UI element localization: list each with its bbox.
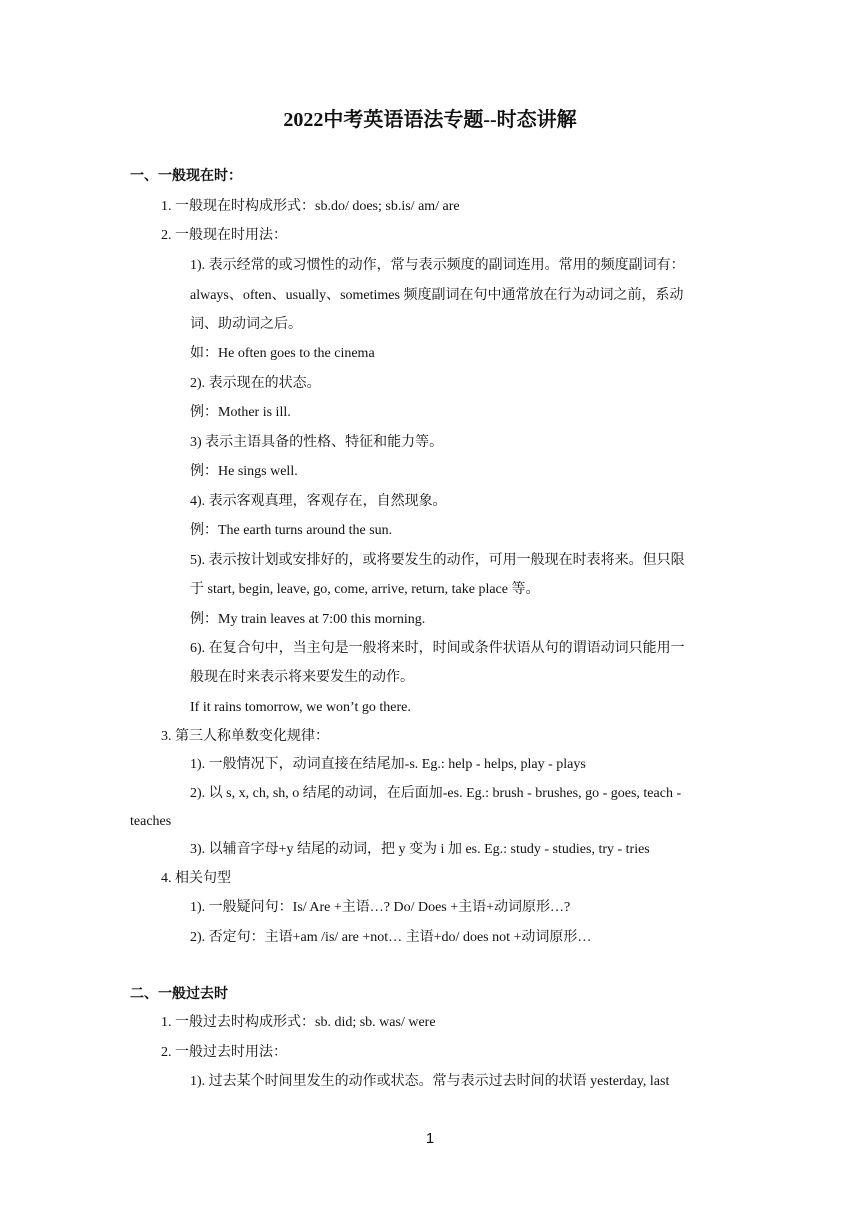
- list-item: 2. 一般现在时用法：: [161, 228, 287, 243]
- list-item: 2. 一般过去时用法：: [161, 1045, 287, 1060]
- paragraph-line: 3) 表示主语具备的性格、特征和能力等。: [190, 435, 444, 450]
- paragraph-line: 4). 表示客观真理，客观存在，自然现象。: [190, 494, 447, 509]
- example-line: 例：My train leaves at 7:00 this morning.: [190, 612, 426, 627]
- paragraph-line: teaches: [130, 814, 172, 829]
- paragraph-line: 2). 否定句：主语+am /is/ are +not… 主语+do/ does not +动词原形…: [190, 930, 592, 945]
- page-number: 1: [425, 1130, 435, 1147]
- example-line: If it rains tomorrow, we won’t go there.: [190, 700, 411, 715]
- paragraph-line: 2). 表示现在的状态。: [190, 376, 321, 391]
- section-heading-simple-past: 二、一般过去时: [130, 987, 228, 1002]
- paragraph-line: 1). 表示经常的或习惯性的动作，常与表示频度的副词连用。常用的频度副词有：: [190, 258, 685, 273]
- section-heading-simple-present: 一、一般现在时：: [130, 169, 242, 184]
- paragraph-line: 词、助动词之后。: [190, 317, 302, 332]
- paragraph-line: 5). 表示按计划或安排好的，或将要发生的动作，可用一般现在时表将来。但只限: [190, 553, 685, 568]
- paragraph-line: always、often、usually、sometimes 频度副词在句中通常放在行为动词之前，系动: [190, 288, 684, 303]
- paragraph-line: 6). 在复合句中，当主句是一般将来时，时间或条件状语从句的谓语动词只能用一: [190, 641, 685, 656]
- paragraph-line: 1). 一般情况下，动词直接在结尾加-s. Eg.: help - helps, play - plays: [190, 757, 586, 772]
- document-title: 2022中考英语语法专题--时态讲解: [283, 109, 577, 131]
- example-line: 例：Mother is ill.: [190, 405, 291, 420]
- example-line: 例：He sings well.: [190, 464, 298, 479]
- paragraph-line: 1). 过去某个时间里发生的动作或状态。常与表示过去时间的状语 yesterday, last: [190, 1074, 670, 1089]
- paragraph-line: 般现在时来表示将来要发生的动作。: [190, 670, 414, 685]
- paragraph-line: 2). 以 s, x, ch, sh, o 结尾的动词，在后面加-es. Eg.: brush - brushes, go - goes, teach -: [190, 786, 682, 801]
- example-line: 例：The earth turns around the sun.: [190, 523, 393, 538]
- paragraph-line: 3). 以辅音字母+y 结尾的动词，把 y 变为 i 加 es. Eg.: study - studies, try - tries: [190, 842, 650, 857]
- list-item: 3. 第三人称单数变化规律：: [161, 729, 329, 744]
- list-item: 1. 一般过去时构成形式：sb. did; sb. was/ were: [161, 1015, 436, 1030]
- list-item: 1. 一般现在时构成形式：sb.do/ does; sb.is/ am/ are: [161, 199, 460, 214]
- paragraph-line: 1). 一般疑问句：Is/ Are +主语…? Do/ Does +主语+动词原形…?: [190, 900, 571, 915]
- paragraph-line: 于 start, begin, leave, go, come, arrive, return, take place 等。: [190, 582, 540, 597]
- list-item: 4. 相关句型: [161, 871, 231, 886]
- example-line: 如：He often goes to the cinema: [190, 346, 375, 361]
